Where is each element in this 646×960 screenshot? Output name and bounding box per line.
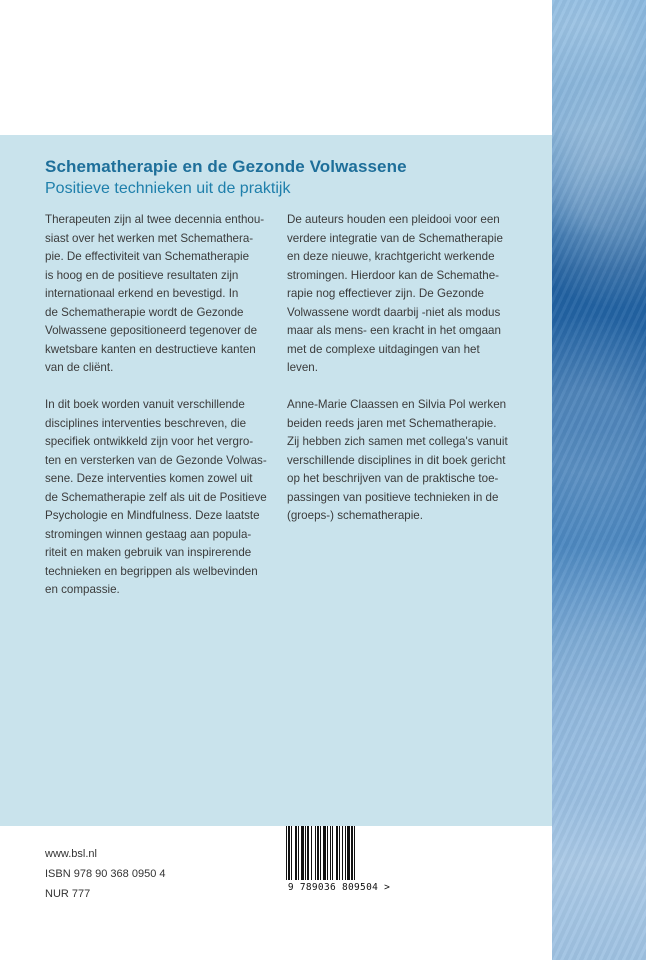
publisher-info	[45, 844, 165, 904]
paragraph: In dit boek worden vanuit verschillende disciplines interventies beschreven, die specifiek ontwikkeld zijn voor het vergro- ten en versterken van de Gezonde Volwas- sene. Deze interventies komen zowel uit de Schematherapie zelf als uit de Positieve Psychologie en Mindfulness. Deze laatste stromingen winnen gestaag aan popula- riteit en maken gebruik van inspirerende technieken en begrippen als welbevinden en compassie.	[45, 398, 267, 596]
paragraph: Anne-Marie Claassen en Silvia Pol werken beiden reeds jaren met Schematherapie. Zij hebben zich samen met collega's vanuit verschillende disciplines in dit boek gericht op het beschrijven van de praktische toe- passingen van positieve technieken in de (groeps-) schematherapie.	[287, 398, 508, 522]
left-text-column	[45, 211, 285, 618]
decorative-blue-stripe	[552, 0, 646, 960]
website-link[interactable]: www.bsl.nl	[45, 848, 97, 860]
barcode-bar	[354, 826, 355, 880]
isbn-text: ISBN 978 90 368 0950 4	[45, 868, 166, 880]
paragraph: Therapeuten zijn al twee decennia enthou- siast over het werken met Schemathera- pie. De effectiviteit van Schematherapie is hoog en de positieve resultaten zijn internationaal erkend en bevestigd. In de Schematherapie wordt de Gezonde Volwassene gepositioneerd tegenover de kwetsbare kanten en destructieve kanten van de cliënt.	[45, 213, 265, 374]
nur-text: NUR 777	[45, 888, 91, 900]
book-title: Schematherapie en de Gezonde Volwassene	[45, 157, 407, 176]
paragraph: De auteurs houden een pleidooi voor een verdere integratie van de Schematherapie en deze nieuwe, krachtgericht werkende stromingen. Hierdoor kan de Schemathe- rapie nog effectiever zijn. De Gezonde Volwassene wordt daarbij -niet als modus maar als mens- een kracht in het omgaan met de complexe uitdagingen van het leven.	[287, 213, 503, 374]
barcode-bars	[286, 826, 355, 880]
barcode-number: 9 789036 809504 >	[287, 882, 391, 893]
book-subtitle: Positieve technieken uit de praktijk	[45, 180, 291, 197]
right-text-column	[287, 211, 537, 544]
barcode	[278, 826, 400, 896]
top-margin	[0, 0, 552, 135]
